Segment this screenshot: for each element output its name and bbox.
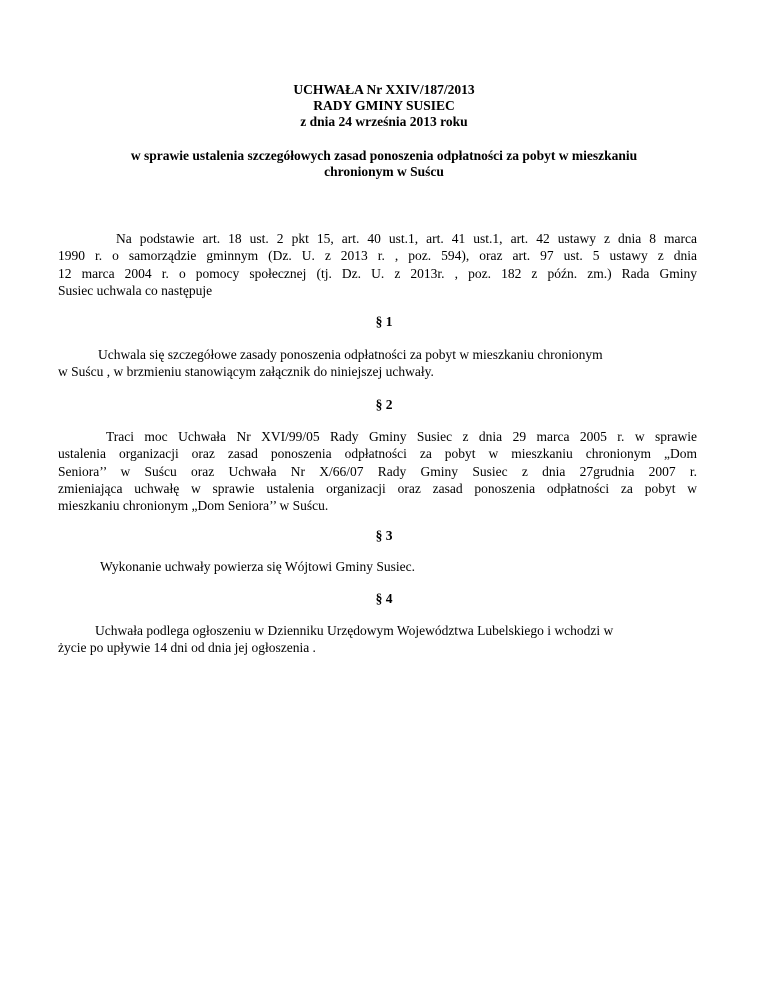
section-1-paragraph [58,346,697,381]
section-4-paragraph [58,622,697,657]
resolution-subject [80,148,688,180]
paragraph-line: ustalenia organizacji oraz zasad ponoszenia odpłatności za pobyt w mieszkaniu chronionym „Dom [58,446,697,462]
paragraph-line: Uchwała podlega ogłoszeniu w Dzienniku Urzędowym Województwa Lubelskiego i wchodzi w [95,623,614,638]
paragraph-line: Susiec uchwala co następuje [58,282,213,298]
section-3-paragraph [58,558,697,575]
paragraph-line: 1990 r. o samorządzie gminnym (Dz. U. z 2013 r. , poz. 594), oraz art. 97 ust. 5 ustawy z dnia [58,248,697,264]
paragraph-line: Na podstawie art. 18 ust. 2 pkt 15, art. 40 ust.1, art. 41 ust.1, art. 42 ustawy z dnia 8 marca [116,231,697,246]
paragraph-line: Wykonanie uchwały powierza się Wójtowi Gminy Susiec. [100,559,415,574]
resolution-header [0,82,768,130]
paragraph-line: mieszkaniu chronionym „Dom Seniora’’ w Suścu. [58,498,329,514]
paragraph-line: Uchwala się szczegółowe zasady ponoszenia odpłatności za pobyt w mieszkaniu chronionym [98,347,603,362]
paragraph-line: Traci moc Uchwała Nr XVI/99/05 Rady Gminy Susiec z dnia 29 marca 2005 r. w sprawie [106,429,697,444]
paragraph-line: zmieniająca uchwałę w sprawie ustalenia organizacji oraz zasad ponoszenia odpłatności za pobyt w [58,480,697,496]
section-heading-1: § 1 [375,314,393,329]
paragraph-line: 12 marca 2004 r. o pomocy społecznej (tj. Dz. U. z 2013r. , poz. 182 z późn. zm.) Rada Gminy [58,265,697,281]
section-heading-3: § 3 [375,528,393,543]
section-heading-4: § 4 [375,591,393,606]
council-name: RADY GMINY SUSIEC [313,98,455,113]
subject-line: w sprawie ustalenia szczegółowych zasad ponoszenia odpłatności za pobyt w mieszkaniu [130,148,638,163]
paragraph-line: Seniora’’ w Suścu oraz Uchwała Nr X/66/07 Rady Gminy Susiec z dnia 27grudnia 2007 r. [58,463,697,479]
paragraph-line: życie po upływie 14 dni od dnia jej ogłoszenia . [58,640,316,656]
subject-line: chronionym w Suścu [324,164,444,179]
preamble-paragraph [58,230,697,299]
resolution-number: UCHWAŁA Nr XXIV/187/2013 [293,82,475,97]
paragraph-line: w Suścu , w brzmieniu stanowiącym załącznik do niniejszej uchwały. [58,364,434,380]
resolution-date: z dnia 24 września 2013 roku [300,114,468,129]
section-heading-2: § 2 [375,397,393,412]
section-2-paragraph [58,428,697,514]
